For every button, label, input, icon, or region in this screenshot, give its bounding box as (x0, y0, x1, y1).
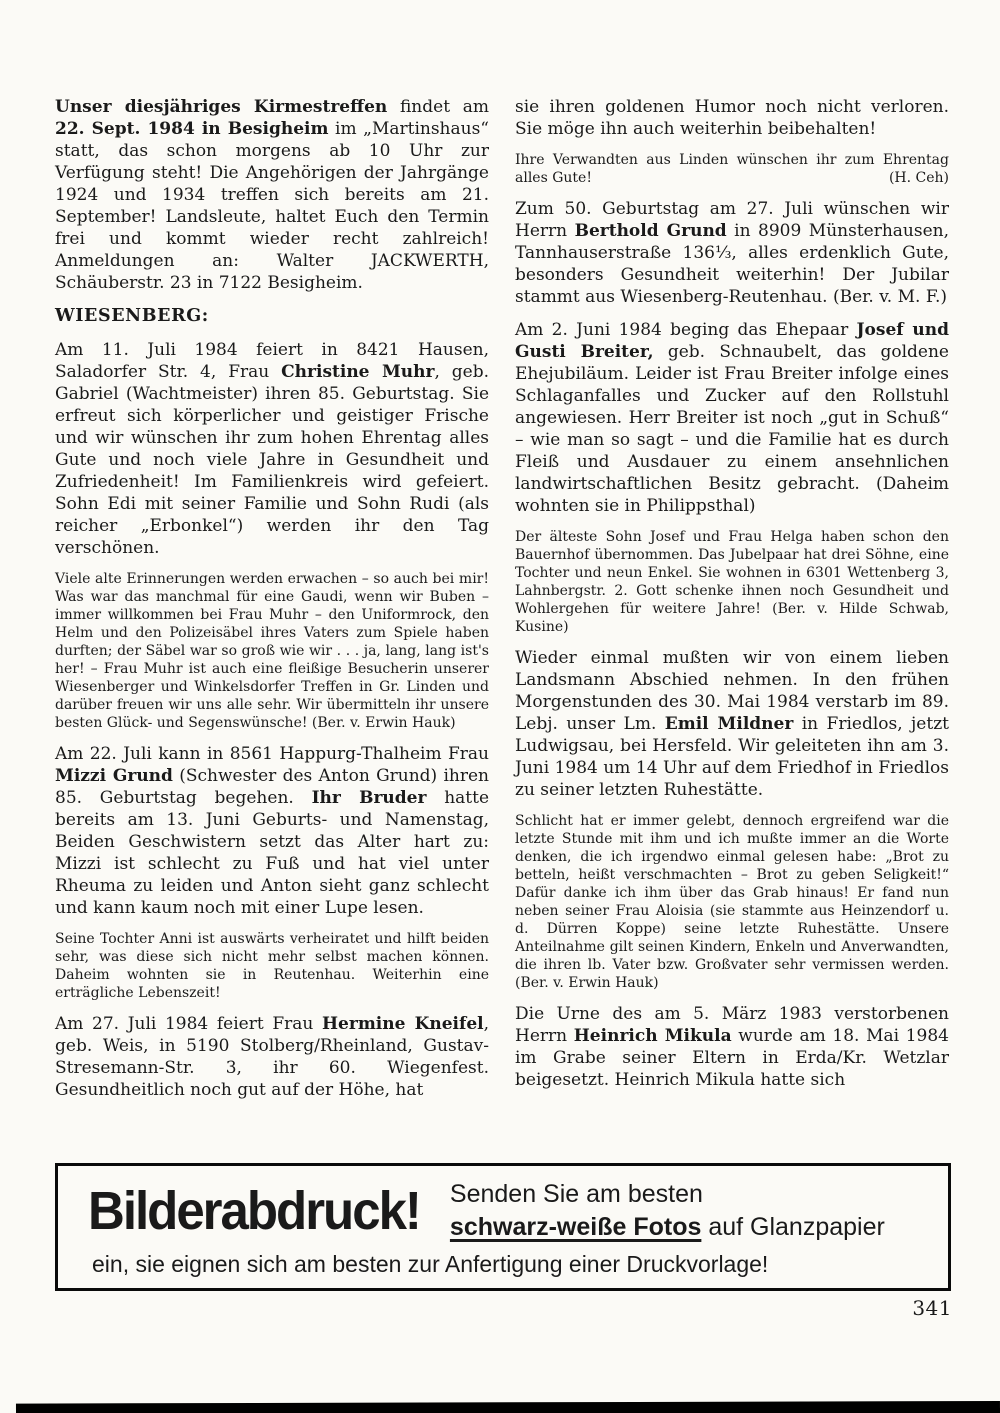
bold-run: WIESENBERG: (55, 306, 209, 326)
text-run: Am 27. Juli 1984 feiert Frau (55, 1014, 322, 1034)
bold-run: Berthold Grund (574, 221, 727, 241)
text-run: Ihre Verwandten aus Linden wünschen ihr zum Ehrentag alles Gute! (515, 152, 949, 186)
report-attribution: (H. Ceh) (888, 170, 949, 186)
bold-run: Hermine Kneifel (321, 1014, 484, 1034)
section-heading (55, 305, 489, 327)
paragraph (515, 1003, 949, 1091)
text-run: Schlicht hat er immer gelebt, dennoch ergreifend war die letzte Stunde mit ihm und ich mußte immer an die Worte denken, die ich irgendwo einmal gelesen habe: „Brot zu betteln, heißt verschmachten – Brot zu geben Seligkeit!“ Dafür danke ich ihm über das Grab hinaus! Er fand nun neben seiner Frau Aloisia (sie stammte aus Heinzendorf u. d. Dürren Koppe) seine letzte Ruhestätte. Unsere Anteilnahme gilt seinen Kindern, Enkeln und Anverwandten, die ihren lb. Vater bzw. Großvater sehr vermissen werden. (Ber. v. Erwin Hauk) (515, 813, 949, 991)
ad-line-1: Senden Sie am besten (449, 1180, 703, 1208)
paragraph (55, 743, 489, 919)
text-run: findet am (387, 97, 489, 117)
bold-run: 22. Sept. 1984 in Besigheim (55, 119, 329, 139)
text-run: in 8909 Münsterhausen, Tannhauserstraße 136⅓, alles erdenklich Gute, besonders Gesundheit weiterhin! Der Jubilar stammt aus Wiesenberg-Reutenhau. (Ber. v. M. F.) (515, 221, 950, 307)
scan-artifact-bottom-edge (16, 1401, 1000, 1413)
ad-box (55, 1163, 951, 1291)
text-run: Der älteste Sohn Josef und Frau Helga haben schon den Bauernhof übernommen. Das Jubelpaar hat drei Söhne, eine Tochter und neun Enkel. Sie wohnen in 6301 Wettenberg 3, Lahnbergstr. 2. Gott schenke ihnen noch Gesundheit und Wohlergehen für weitere Jahre! (Ber. v. Hilde Schwab, Kusine) (515, 529, 949, 635)
text-run: Viele alte Erinnerungen werden erwachen – so auch bei mir! Was war das manchmal für eine Gaudi, wenn wir Buben – immer willkommen bei Frau Muhr – den Uniformrock, den Helm und den Polizeisäbel ihres Vaters zum Spiele haben durften; der Säbel war so groß wie wir . . . ja, lang, lang ist's her! – Frau Muhr ist auch eine fleißige Besucherin unserer Wiesenberger und Winkelsdorfer Treffen in Gr. Linden und darüber freuen wir uns alle sehr. Wir übermitteln ihr unsere besten Glück- und Segenswünsche! (Ber. v. Erwin Hauk) (55, 571, 489, 731)
ad-right-block (450, 1178, 885, 1242)
ad-box-top-row (88, 1178, 932, 1242)
ad-bottom-line: ein, sie eignen sich am besten zur Anfertigung einer Druckvorlage! (92, 1251, 769, 1277)
paragraph (515, 96, 949, 140)
text-run: Die Urne des am 5. März 1983 verstorbenen Herrn (515, 1004, 949, 1046)
bold-run: Ihr Bruder (311, 788, 427, 808)
text-run: Am 11. Juli 1984 feiert in 8421 Hausen, Saladorfer Str. 4, Frau (55, 340, 489, 382)
paragraph-small (515, 151, 949, 187)
text-run: geb. Schnaubelt, das goldene Ehejubiläum. Leider ist Frau Breiter infolge eines Schlaganfalles und Zucker auf den Rollstuhl angewiesen. Herr Breiter ist noch „gut in Schuß“ – wie man so sagt – und die Familie hat es durch Fleiß und Ausdauer zu einem ansehnlichen landwirtschaftlichen Besitz gebracht. (Daheim wohnten sie in Philippsthal) (515, 342, 949, 516)
paragraph-small (55, 570, 489, 732)
bold-run: Josef und Gusti Breiter, (515, 320, 949, 362)
paragraph (55, 339, 489, 559)
paragraph (515, 198, 949, 308)
text-run: im „Martinshaus“ statt, das schon morgens ab 10 Uhr zur Verfügung steht! Die Angehörigen der Jahrgänge 1924 und 1934 treffen sich bereits am 21. September! Landsleute, haltet Euch den Termin frei und kommt wieder recht zahlreich! Anmeldungen an: Walter JACKWERTH, Schäuberstr. 23 in 7122 Besigheim. (55, 119, 490, 293)
right-column (515, 96, 949, 1112)
bold-run: Mizzi Grund (55, 766, 173, 786)
ad-headline: Bilderabdruck! (88, 1180, 420, 1240)
text-run: Am 22. Juli kann in 8561 Happurg-Thalheim Frau (55, 744, 489, 764)
paragraph (55, 1013, 489, 1101)
paragraph-small (515, 812, 949, 992)
left-column (55, 96, 489, 1112)
text-run: sie ihren goldenen Humor noch nicht verloren. Sie möge ihn auch weiterhin beibehalten! (515, 97, 949, 139)
ad-line-2-rest: auf Glanzpapier (701, 1213, 885, 1241)
text-run: in Friedlos, jetzt Ludwigsau, bei Hersfeld. Wir geleiteten ihn am 3. Juni 1984 um 14 Uhr auf dem Friedhof in Friedlos zu seiner letzten Ruhestätte. (515, 714, 949, 800)
text-run: , geb. Weis, in 5190 Stolberg/Rheinland, Gustav-Stresemann-Str. 3, ihr 60. Wiegenfest. Gesundheitlich noch gut auf der Höhe, hat (55, 1014, 489, 1100)
paragraph-small (55, 930, 489, 1002)
bold-run: Emil Mildner (664, 714, 794, 734)
paragraph (55, 96, 489, 294)
bold-run: Heinrich Mikula (573, 1026, 732, 1046)
text-run: (Schwester des Anton Grund) ihren 85. Geburtstag begehen. (55, 766, 489, 808)
article-columns (55, 96, 949, 1112)
text-run: hatte bereits am 13. Juni Geburts- und Namenstag, Beiden Geschwistern setzt das Alter hart zu: Mizzi ist schlecht zu Fuß und hat viel unter Rheuma zu leiden und Anton sieht ganz schlecht und kann kaum noch mit einer Lupe lesen. (55, 788, 490, 918)
text-run: Am 2. Juni 1984 beging das Ehepaar (515, 320, 857, 340)
ad-line-2-emphasis: schwarz-weiße Fotos (449, 1213, 702, 1241)
ad-line-2 (450, 1213, 885, 1242)
text-run: wurde am 18. Mai 1984 im Grabe seiner Eltern in Erda/Kr. Wetzlar beigesetzt. Heinrich Mikula hatte sich (515, 1026, 950, 1090)
paragraph (515, 647, 949, 801)
bold-run: Christine Muhr (281, 362, 435, 382)
text-run: Wieder einmal mußten wir von einem lieben Landsmann Abschied nehmen. In den frühen Morgenstunden des 30. Mai 1984 verstarb im 89. Lebj. unser Lm. (515, 648, 949, 734)
paragraph-small (515, 528, 949, 636)
bold-run: Unser diesjähriges Kirmestreffen (55, 97, 388, 117)
text-run: , geb. Gabriel (Wachtmeister) ihren 85. Geburtstag. Sie erfreut sich körperlicher und geistiger Frische und wir wünschen ihr zum hohen Ehrentag alles Gute und noch viele Jahre in Gesundheit und Zufriedenheit! Im Familienkreis wird gefeiert. Sohn Edi mit seiner Familie und Sohn Rudi (als reicher „Erbonkel“) werden ihr den Tag verschönen. (55, 362, 489, 558)
text-run: Seine Tochter Anni ist auswärts verheiratet und hilft beiden sehr, was diese sich nicht mehr selbst machen können. Daheim wohnten sie in Reutenhau. Weiterhin eine erträgliche Lebenszeit! (55, 931, 489, 1001)
paragraph (515, 319, 949, 517)
page-number: 341 (912, 1296, 952, 1320)
text-run: Zum 50. Geburtstag am 27. Juli wünschen wir Herrn (515, 199, 949, 241)
